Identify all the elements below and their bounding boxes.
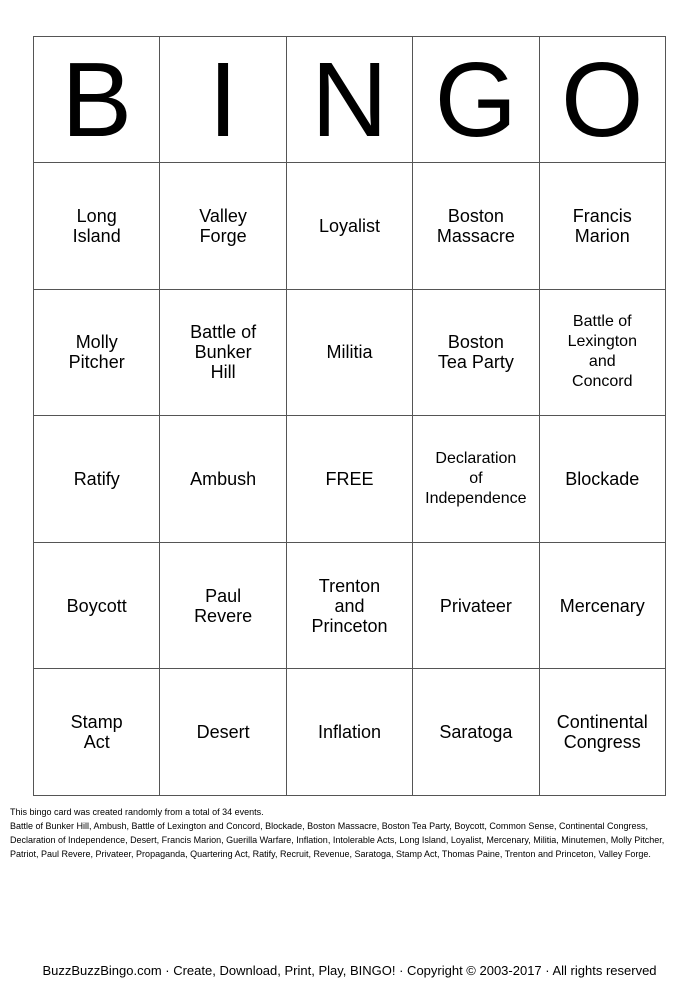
cell-text: Ambush [190, 468, 257, 489]
card-cell [286, 669, 412, 796]
card-cell [286, 163, 412, 290]
cell-text: Continental Congress [556, 712, 648, 753]
header-letter-n: N [286, 37, 412, 163]
cell-text: Ratify [73, 468, 120, 489]
cell-text: Battle of Lexington and Concord [567, 313, 637, 391]
cell-text: Molly Pitcher [68, 332, 125, 373]
cell-text: FREE [325, 468, 374, 489]
card-cell [160, 542, 286, 669]
cell-text: Trenton and Princeton [311, 575, 388, 636]
card-cell [160, 416, 286, 543]
card-cell [286, 289, 412, 416]
card-cell [34, 289, 160, 416]
cell-text: Saratoga [439, 722, 513, 743]
card-row [34, 669, 666, 796]
card-row [34, 416, 666, 543]
card-cell [286, 542, 412, 669]
card-cell [413, 669, 539, 796]
header-row [34, 37, 666, 163]
cell-text: Valley Forge [199, 205, 247, 246]
cell-text: Militia [326, 342, 373, 363]
cell-text: Loyalist [318, 215, 380, 236]
cell-text: Privateer [439, 595, 512, 616]
cell-text: Stamp Act [70, 712, 123, 753]
header-letter-o: O [539, 37, 665, 163]
info-summary: This bingo card was created randomly from a total of 34 events. [10, 807, 264, 817]
header-letter-i: I [160, 37, 286, 163]
header-letter-g: G [413, 37, 539, 163]
bingo-card [33, 36, 666, 796]
cell-text: Blockade [565, 468, 640, 489]
card-cell [539, 669, 665, 796]
card-cell [413, 163, 539, 290]
cell-text: Boston Tea Party [437, 332, 514, 373]
card-cell [34, 416, 160, 543]
event-list: Battle of Bunker Hill, Ambush, Battle of Lexington and Concord, Blockade, Boston Massacre, Boston Tea Party, Boycott, Common Sense, Continental Congress, Declaration of Independence, Desert, Francis Marion, Guerilla Warfare, Inflation, Intolerable Acts, Long Island, Loyalist, Mercenary, Militia, Minutemen, Molly Pitcher, Patriot, Paul Revere, Privateer, Propaganda, Quartering Act, Ratify, Recruit, Revenue, Saratoga, Stamp Act, Thomas Paine, Trenton and Princeton, Valley Forge. [10, 821, 665, 859]
card-info [10, 805, 690, 861]
card-cell [34, 542, 160, 669]
card-cell [160, 163, 286, 290]
cell-text: Mercenary [559, 595, 645, 616]
card-cell [413, 416, 539, 543]
card-row [34, 163, 666, 290]
cell-text: Long Island [72, 205, 121, 246]
cell-text: Desert [196, 722, 250, 743]
cell-text: Boston Massacre [436, 205, 515, 246]
card-cell [160, 289, 286, 416]
card-cell [413, 542, 539, 669]
cell-text: Declaration of Independence [425, 449, 527, 507]
card-cell [539, 289, 665, 416]
cell-text: Battle of Bunker Hill [190, 322, 257, 383]
card-cell [34, 669, 160, 796]
card-cell [539, 163, 665, 290]
site-footer: BuzzBuzzBingo.com · Create, Download, Print, Play, BINGO! · Copyright © 2003-2017 · All rights reserved [42, 963, 657, 978]
card-cell [413, 289, 539, 416]
free-space-cell [286, 416, 412, 543]
cell-text: Paul Revere [194, 585, 253, 626]
card-cell [539, 416, 665, 543]
card-row [34, 289, 666, 416]
card-cell [34, 163, 160, 290]
card-cell [160, 669, 286, 796]
card-cell [539, 542, 665, 669]
cell-text: Francis Marion [572, 205, 632, 246]
card-body [34, 163, 666, 796]
cell-text: Inflation [317, 722, 381, 743]
cell-text: Boycott [66, 595, 127, 616]
header-letter-b: B [34, 37, 160, 163]
card-row [34, 542, 666, 669]
